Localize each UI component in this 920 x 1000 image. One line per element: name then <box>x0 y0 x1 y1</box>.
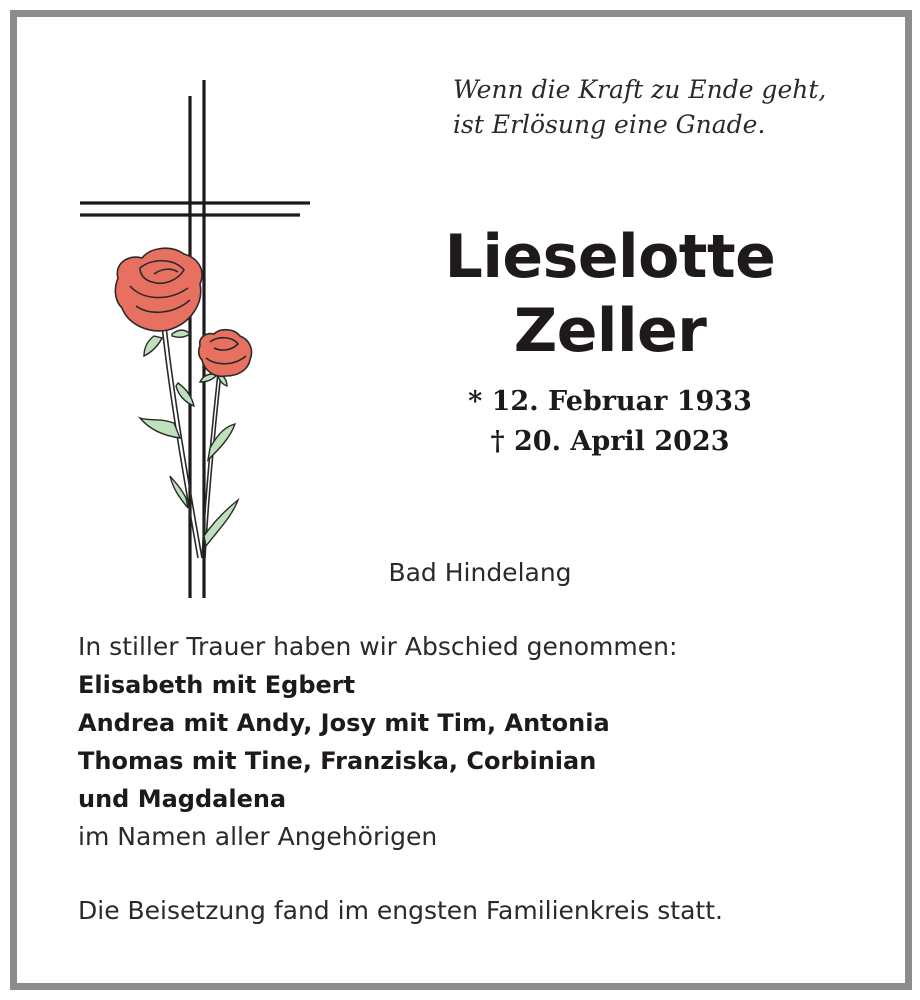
family-line: Andrea mit Andy, Josy mit Tim, Antonia <box>78 709 610 737</box>
life-dates <box>360 382 860 462</box>
motto-line: Wenn die Kraft zu Ende geht, <box>453 75 827 104</box>
family-line: Elisabeth mit Egbert <box>78 671 356 699</box>
burial-note: Die Beisetzung fand im engsten Familienkreis statt. <box>78 896 723 925</box>
last-name: Zeller <box>513 296 707 366</box>
cross-with-roses-icon <box>70 68 320 603</box>
death-date: † 20. April 2023 <box>490 426 730 457</box>
motto-quote <box>453 72 873 142</box>
motto-line: ist Erlösung eine Gnade. <box>453 110 766 139</box>
birth-date: * 12. Februar 1933 <box>468 386 752 417</box>
mourning-block <box>78 628 878 856</box>
mourning-intro: In stiller Trauer haben wir Abschied genommen: <box>78 632 678 661</box>
place-of-residence: Bad Hindelang <box>388 558 572 587</box>
family-line: und Magdalena <box>78 785 287 813</box>
first-name: Lieselotte <box>444 222 776 292</box>
family-line: Thomas mit Tine, Franziska, Corbinian <box>78 747 597 775</box>
mourning-closing: im Namen aller Angehörigen <box>78 822 438 851</box>
deceased-name <box>360 220 860 368</box>
